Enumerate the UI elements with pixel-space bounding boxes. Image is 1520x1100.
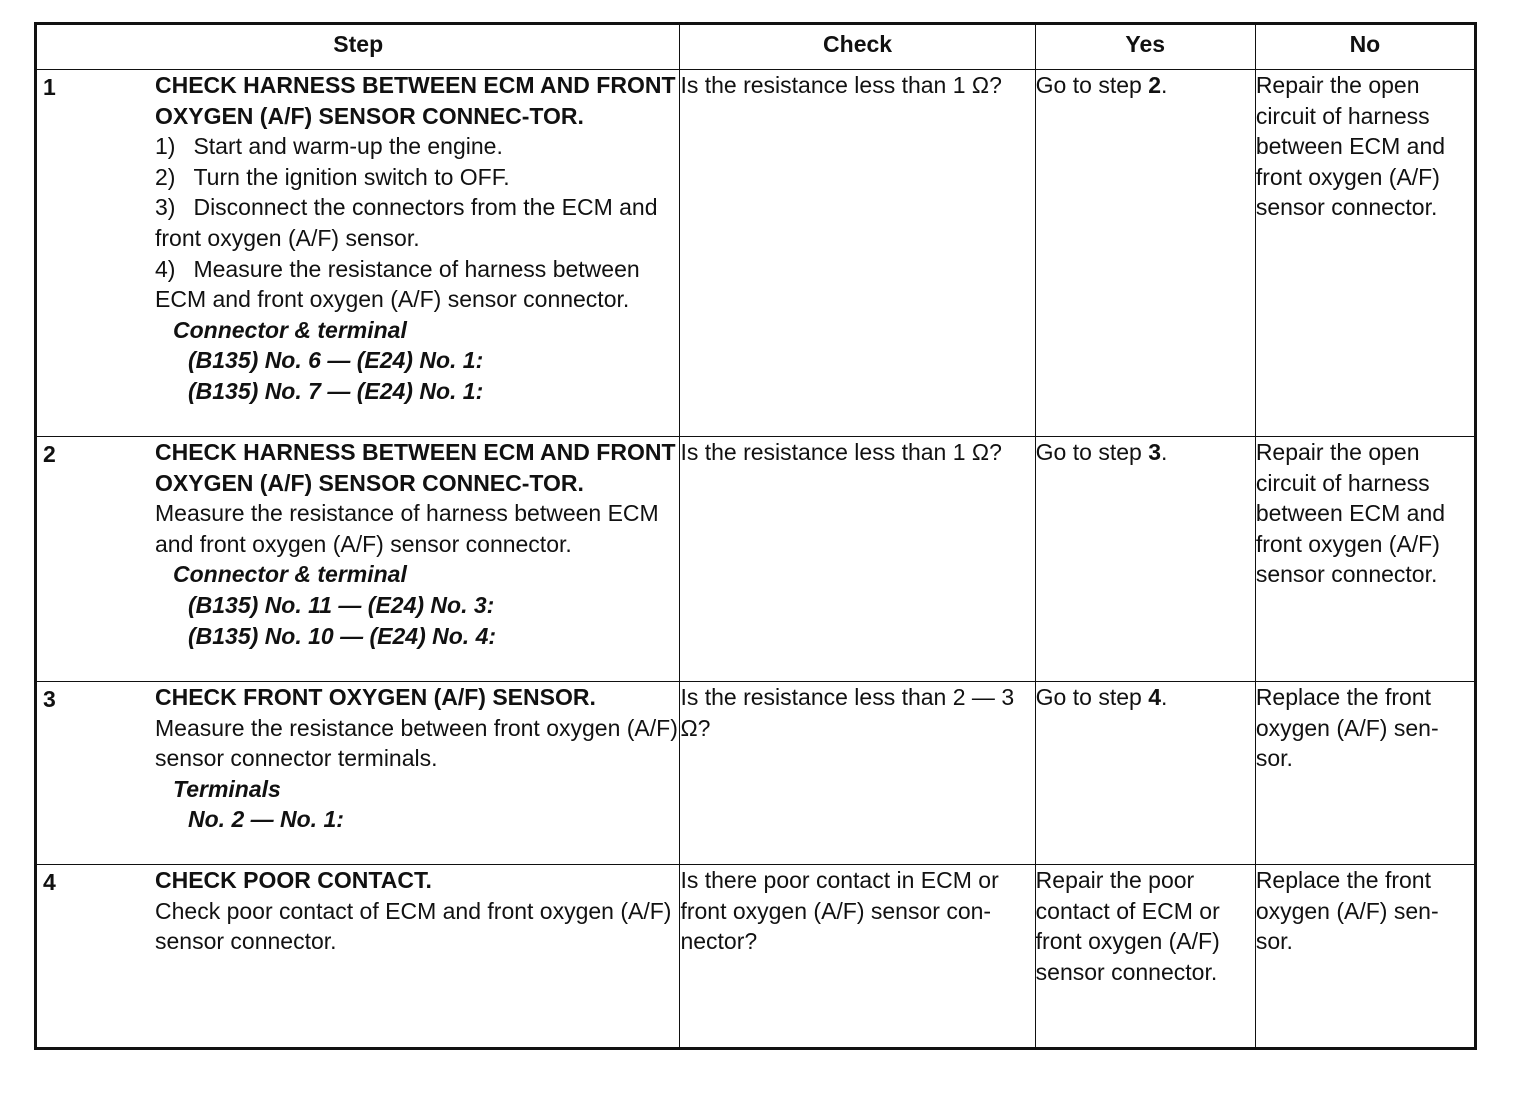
header-check: Check bbox=[680, 24, 1035, 70]
instruction-item: 1) Start and warm-up the engine. bbox=[155, 133, 503, 160]
step-cell bbox=[36, 682, 680, 865]
step-description: Measure the resistance of harness between ECM and front oxygen (A/F) sensor connector. bbox=[155, 500, 659, 557]
step-title: CHECK POOR CONTACT. bbox=[155, 867, 432, 893]
instruction-item: 4) Measure the resistance of harness between ECM and front oxygen (A/F) sensor connector. bbox=[155, 255, 640, 313]
table-row bbox=[36, 865, 1476, 1049]
no-cell: Repair the open circuit of harness between ECM and front oxygen (A/F) sensor connector. bbox=[1255, 70, 1475, 437]
table-row bbox=[36, 70, 1476, 437]
no-cell: Repair the open circuit of harness between ECM and front oxygen (A/F) sensor connector. bbox=[1255, 437, 1475, 682]
check-cell: Is there poor contact in ECM or front oxygen (A/F) sensor con-nector? bbox=[680, 865, 1035, 1049]
spec-item: (B135) No. 7 — (E24) No. 1: bbox=[188, 377, 484, 404]
yes-cell: Go to step 4. bbox=[1035, 682, 1255, 865]
instruction-item: 2) Turn the ignition switch to OFF. bbox=[155, 163, 510, 190]
header-yes: Yes bbox=[1035, 24, 1255, 70]
header-no: No bbox=[1255, 24, 1475, 70]
step-cell bbox=[36, 437, 680, 682]
diagnostic-table bbox=[34, 22, 1477, 1050]
header-step: Step bbox=[36, 24, 680, 70]
step-description: Check poor contact of ECM and front oxygen (A/F) sensor connector. bbox=[155, 897, 672, 955]
step-cell bbox=[36, 70, 680, 437]
step-number: 3 bbox=[43, 686, 56, 712]
header-row bbox=[36, 24, 1476, 70]
spec-heading: Terminals bbox=[173, 775, 281, 802]
spec-item: (B135) No. 11 — (E24) No. 3: bbox=[188, 591, 495, 618]
instruction-item: 3) Disconnect the connectors from the ECM and front oxygen (A/F) sensor. bbox=[155, 194, 658, 251]
step-title: CHECK HARNESS BETWEEN ECM AND FRONT OXYGEN (A/F) SENSOR CONNEC-TOR. bbox=[155, 72, 676, 129]
yes-cell: Repair the poor contact of ECM or front oxygen (A/F) sensor connector. bbox=[1035, 865, 1255, 1049]
step-description: Measure the resistance between front oxygen (A/F) sensor connector terminals. bbox=[155, 714, 678, 772]
spec-item: No. 2 — No. 1: bbox=[188, 806, 344, 833]
step-title: CHECK HARNESS BETWEEN ECM AND FRONT OXYGEN (A/F) SENSOR CONNEC-TOR. bbox=[155, 439, 676, 496]
no-cell: Replace the front oxygen (A/F) sen-sor. bbox=[1255, 682, 1475, 865]
spec-heading: Connector & terminal bbox=[173, 561, 407, 588]
check-cell: Is the resistance less than 2 — 3 Ω? bbox=[680, 682, 1035, 865]
step-number: 2 bbox=[43, 441, 56, 467]
yes-cell: Go to step 2. bbox=[1035, 70, 1255, 437]
step-cell bbox=[36, 865, 680, 1049]
step-number: 4 bbox=[43, 869, 56, 895]
step-title: CHECK FRONT OXYGEN (A/F) SENSOR. bbox=[155, 684, 596, 710]
spec-item: (B135) No. 10 — (E24) No. 4: bbox=[188, 622, 497, 649]
check-cell: Is the resistance less than 1 Ω? bbox=[680, 70, 1035, 437]
spec-item: (B135) No. 6 — (E24) No. 1: bbox=[188, 347, 484, 374]
yes-cell: Go to step 3. bbox=[1035, 437, 1255, 682]
table-row bbox=[36, 437, 1476, 682]
no-cell: Replace the front oxygen (A/F) sen-sor. bbox=[1255, 865, 1475, 1049]
step-number: 1 bbox=[43, 74, 56, 100]
spec-heading: Connector & terminal bbox=[173, 316, 407, 343]
check-cell: Is the resistance less than 1 Ω? bbox=[680, 437, 1035, 682]
table-row bbox=[36, 682, 1476, 865]
